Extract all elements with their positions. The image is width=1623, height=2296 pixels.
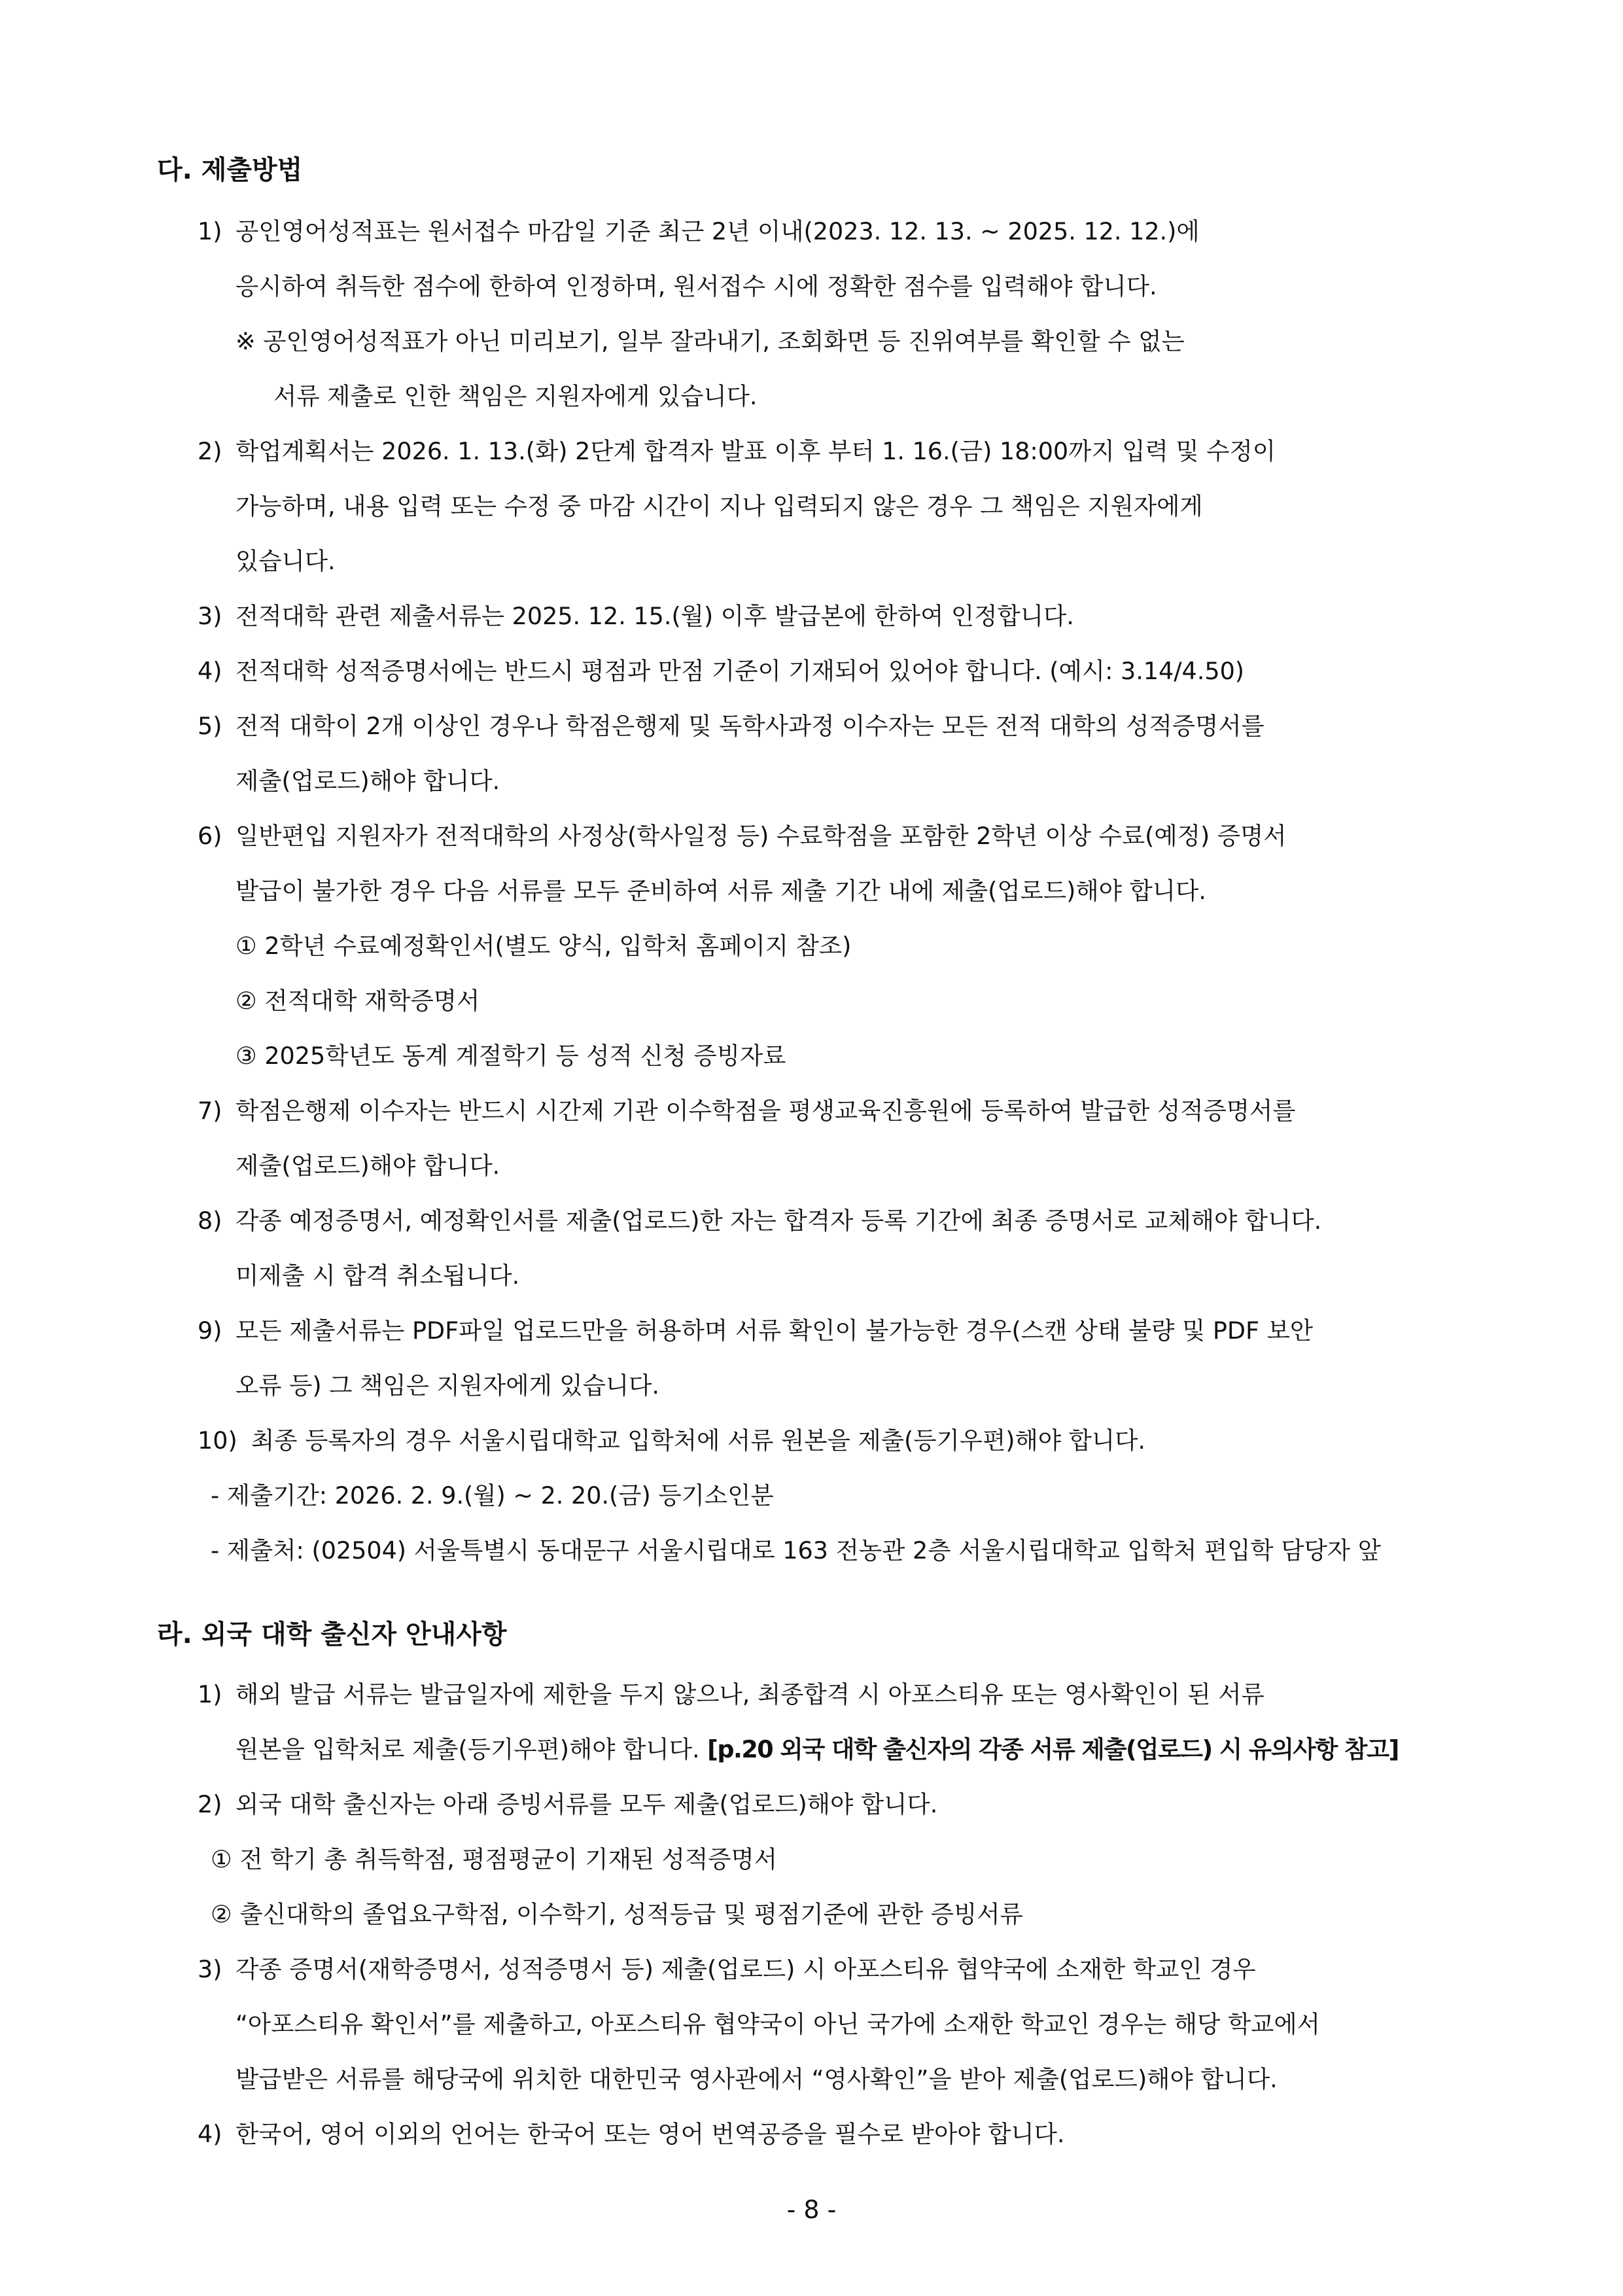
item-line: 학업계획서는 2026. 1. 13.(화) 2단계 합격자 발표 이후 부터 1. 16.(금) 18:00까지 입력 및 수정이 [236,437,1276,465]
item-number: 6) [198,822,222,850]
item-number: 3) [198,1955,222,1983]
item-line: 원본을 입학처로 제출(등기우편)해야 합니다. [236,1735,700,1763]
item-number: 1) [198,217,222,245]
item-line: 각종 예정증명서, 예정확인서를 제출(업로드)한 자는 합격자 등록 기간에 최종 증명서로 교체해야 합니다. [236,1207,1322,1235]
item-number: 9) [198,1316,222,1345]
item-line: 전적 대학이 2개 이상인 경우나 학점은행제 및 독학사과정 이수자는 모든 전적 대학의 성적증명서를 [236,712,1265,740]
item-number: 7) [198,1097,222,1125]
note-line: 서류 제출로 인한 책임은 지원자에게 있습니다. [273,382,758,410]
item-line: 발급이 불가한 경우 다음 서류를 모두 준비하여 서류 제출 기간 내에 제출(업로드)해야 합니다. [236,877,1206,905]
item-line: 있습니다. [236,547,336,575]
item-line: 전적대학 성적증명서에는 반드시 평점과 만점 기준이 기재되어 있어야 합니다. (예시: 3.14/4.50) [236,657,1245,685]
reference-note: [p.20 외국 대학 출신자의 각종 서류 제출(업로드) 시 유의사항 참고] [707,1735,1399,1763]
sub-item: ② 출신대학의 졸업요구학점, 이수학기, 성적등급 및 평점기준에 관한 증빙서류 [211,1900,1023,1928]
item-line: 각종 증명서(재학증명서, 성적증명서 등) 제출(업로드) 시 아포스티유 협약국에 소재한 학교인 경우 [236,1955,1256,1983]
dash-item: - 제출처: (02504) 서울특별시 동대문구 서울시립대로 163 전농관 2층 서울시립대학교 입학처 편입학 담당자 앞 [211,1536,1381,1564]
section-heading-foreign-university: 라. 외국 대학 출신자 안내사항 [157,1619,507,1650]
item-number: 4) [198,657,222,685]
item-line: 최종 등록자의 경우 서울시립대학교 입학처에 서류 원본을 제출(등기우편)해야 합니다. [251,1426,1145,1455]
note-line: ※ 공인영어성적표가 아닌 미리보기, 일부 잘라내기, 조회화면 등 진위여부를 확인할 수 없는 [236,327,1185,355]
item-number: 4) [198,2120,222,2148]
item-line: 응시하여 취득한 점수에 한하여 인정하며, 원서접수 시에 정확한 점수를 입력해야 합니다. [236,272,1157,300]
item-number: 2) [198,1790,222,1818]
item-line: “아포스티유 확인서”를 제출하고, 아포스티유 협약국이 아닌 국가에 소재한 학교인 경우는 해당 학교에서 [236,2010,1320,2038]
item-number: 5) [198,712,222,740]
sub-item: ③ 2025학년도 동계 계절학기 등 성적 신청 증빙자료 [236,1042,786,1070]
item-line: 공인영어성적표는 원서접수 마감일 기준 최근 2년 이내(2023. 12. 13. ~ 2025. 12. 12.)에 [236,217,1200,245]
page-number: - 8 - [786,2195,837,2224]
item-line: 제출(업로드)해야 합니다. [236,767,500,795]
dash-item: - 제출기간: 2026. 2. 9.(월) ~ 2. 20.(금) 등기소인분 [211,1481,774,1510]
item-number: 8) [198,1207,222,1235]
item-line: 일반편입 지원자가 전적대학의 사정상(학사일정 등) 수료학점을 포함한 2학년 이상 수료(예정) 증명서 [236,822,1287,850]
item-line: 발급받은 서류를 해당국에 위치한 대한민국 영사관에서 “영사확인”을 받아 제출(업로드)해야 합니다. [236,2065,1278,2093]
item-line: 학점은행제 이수자는 반드시 시간제 기관 이수학점을 평생교육진흥원에 등록하여 발급한 성적증명서를 [236,1097,1296,1125]
item-number: 2) [198,437,222,465]
sub-item: ② 전적대학 재학증명서 [236,987,480,1015]
item-line: 한국어, 영어 이외의 언어는 한국어 또는 영어 번역공증을 필수로 받아야 합니다. [236,2120,1065,2148]
item-line: 해외 발급 서류는 발급일자에 제한을 두지 않으나, 최종합격 시 아포스티유 또는 영사확인이 된 서류 [236,1680,1265,1708]
item-line: 모든 제출서류는 PDF파일 업로드만을 허용하며 서류 확인이 불가능한 경우(스캔 상태 불량 및 PDF 보안 [236,1316,1314,1345]
section-heading-submission: 다. 제출방법 [157,155,303,185]
item-number: 10) [198,1426,237,1455]
item-line: 제출(업로드)해야 합니다. [236,1152,500,1180]
item-line-with-reference [236,1733,1399,1766]
sub-item: ① 2학년 수료예정확인서(별도 양식, 입학처 홈페이지 참조) [236,932,852,960]
sub-item: ① 전 학기 총 취득학점, 평점평균이 기재된 성적증명서 [211,1845,777,1873]
item-line: 미제출 시 합격 취소됩니다. [236,1262,520,1290]
item-line: 오류 등) 그 책임은 지원자에게 있습니다. [236,1371,659,1400]
item-number: 1) [198,1680,222,1708]
item-number: 3) [198,602,222,630]
item-line: 가능하며, 내용 입력 또는 수정 중 마감 시간이 지나 입력되지 않은 경우 그 책임은 지원자에게 [236,492,1203,520]
item-line: 전적대학 관련 제출서류는 2025. 12. 15.(월) 이후 발급본에 한하여 인정합니다. [236,602,1074,630]
item-line: 외국 대학 출신자는 아래 증빙서류를 모두 제출(업로드)해야 합니다. [236,1790,938,1818]
